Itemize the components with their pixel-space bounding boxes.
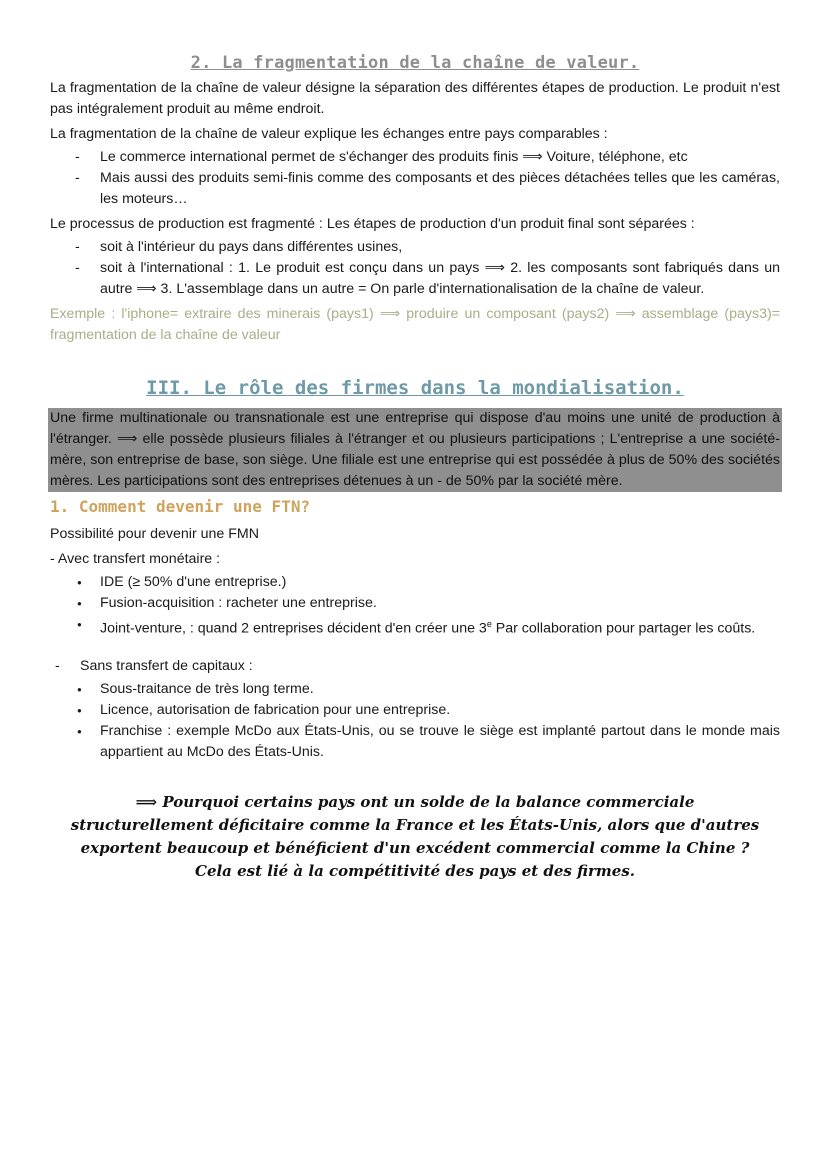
list-with-transfer bbox=[50, 572, 780, 640]
joint-venture-text: Joint-venture, : quand 2 entreprises décident d'en créer une 3 bbox=[100, 620, 487, 637]
list-item: ● Sous-traitance de très long terme. bbox=[100, 679, 780, 700]
list-item: ● Licence, autorisation de fabrication pour une entreprise. bbox=[100, 700, 780, 721]
paragraph-process: Le processus de production est fragmenté : Les étapes de production d'un produit final sont séparées : bbox=[50, 216, 695, 232]
example-iphone: Exemple : l'iphone= extraire des minerais (pays1) ⟹ produire un composant (pays2) ⟹ assemblage (pays3)= fragmentation de la chaîne de valeur bbox=[50, 306, 780, 343]
label-without-transfer: - Sans transfert de capitaux : bbox=[50, 656, 780, 677]
list-item: ● Franchise : exemple McDo aux États-Unis, ou se trouve le siège est implanté partout dans le monde mais appartient au McDo des États-Unis. bbox=[100, 721, 780, 763]
definition-multinational: Une firme multinationale ou transnationale est une entreprise qui dispose d'au moins une unité de production à l'étranger. ⟹ elle possède plusieurs filiales à l'étranger et ou plusieurs participations ; L'entreprise a une société-mère, son entreprise de base, son siège. Une filiale est une entreprise qui est possédée à plus de 50% des sociétés mères. Les participations sont des entreprises détenues à un - de 50% par la société mère. bbox=[48, 408, 782, 492]
list-item: - Le commerce international permet de s'échanger des produits finis ⟹ Voiture, téléphone, etc bbox=[100, 147, 780, 168]
section-title-fragmentation: 2. La fragmentation de la chaîne de valeur. bbox=[190, 53, 640, 73]
list-process-steps bbox=[50, 237, 780, 300]
ordinal-suffix: e bbox=[486, 619, 492, 629]
list-without-transfer bbox=[50, 679, 780, 763]
list-item: - soit à l'international : 1. Le produit est conçu dans un pays ⟹ 2. les composants sont fabriqués dans un autre ⟹ 3. L'assemblage dans un autre = On parle d'internationalisation de la chaîne de valeur. bbox=[100, 258, 780, 300]
list-item bbox=[100, 614, 780, 640]
list-item: - soit à l'intérieur du pays dans différentes usines, bbox=[100, 237, 780, 258]
concluding-question: ⟹ Pourquoi certains pays ont un solde de la balance commerciale structurellement déficitaire comme la France et les États-Unis, alors que d'autres exportent beaucoup et bénéficient d'un excédent commercial comme la Chine ? Cela est lié à la compétitivité des pays et des firmes. bbox=[70, 792, 760, 880]
label-with-transfer: - Avec transfert monétaire : bbox=[50, 551, 221, 567]
joint-venture-text-end: Par collaboration pour partager les coûts. bbox=[491, 620, 756, 637]
section-title-firms: III. Le rôle des firmes dans la mondialisation. bbox=[146, 377, 684, 399]
list-item: ● Fusion-acquisition : racheter une entreprise. bbox=[100, 593, 780, 614]
list-item: - Mais aussi des produits semi-finis comme des composants et des pièces détachées telles que les caméras, les moteurs… bbox=[100, 168, 780, 210]
paragraph-definition-fragmentation: La fragmentation de la chaîne de valeur désigne la séparation des différentes étapes de production. Le produit n'est pas intégralement produit au même endroit. bbox=[50, 80, 780, 117]
paragraph-exchanges: La fragmentation de la chaîne de valeur explique les échanges entre pays comparables : bbox=[50, 126, 608, 142]
paragraph-possibility: Possibilité pour devenir une FMN bbox=[50, 526, 259, 542]
subtitle-become-ftn: 1. Comment devenir une FTN? bbox=[50, 497, 311, 516]
list-trade-products bbox=[50, 147, 780, 210]
list-item: ● IDE (≥ 50% d'une entreprise.) bbox=[100, 572, 780, 593]
